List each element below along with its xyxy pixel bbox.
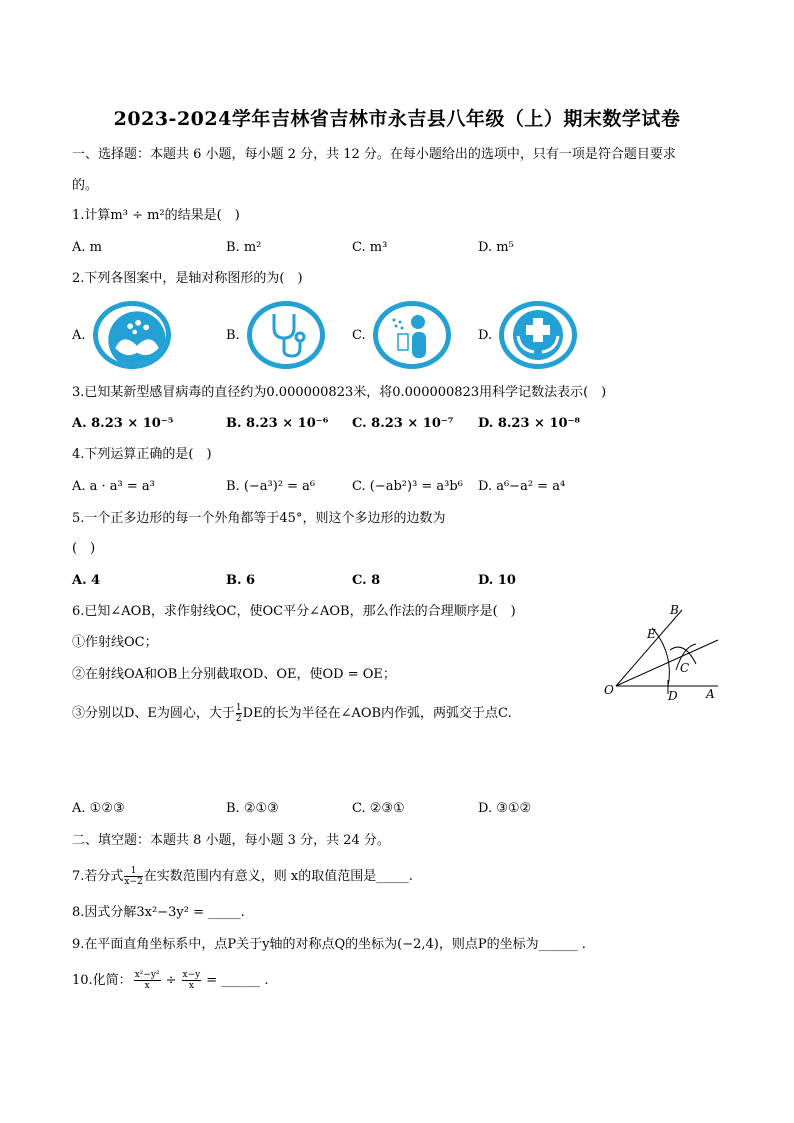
- question-7: [72, 866, 413, 887]
- question-6-option-d: D. ③①②: [478, 801, 532, 816]
- question-6-step-3-pre: ③分别以D、E为圆心，大于: [72, 706, 235, 721]
- label-b: B: [670, 603, 679, 617]
- division-sign: ÷: [165, 973, 177, 988]
- section-heading-choice-cont: 的。: [72, 178, 99, 193]
- question-10: [72, 970, 269, 991]
- question-6-option-a: A. ①②③: [72, 801, 125, 816]
- question-3-option-c: C. 8.23 × 10⁻⁷: [352, 416, 454, 431]
- question-3-option-a: A. 8.23 × 10⁻⁵: [72, 416, 174, 431]
- question-5-stem: 5.一个正多边形的每一个外角都等于45°，则这个多边形的边数为: [72, 511, 446, 526]
- fraction-denominator: x: [188, 981, 194, 991]
- label-a: A: [706, 687, 715, 701]
- question-6-stem: 6.已知∠AOB，求作射线OC，使OC平分∠AOB，那么作法的合理顺序是( ): [72, 604, 516, 619]
- question-5-option-c: C. 8: [352, 573, 381, 588]
- question-5-option-b: B. 6: [226, 573, 256, 588]
- fraction-numerator: 1: [124, 866, 142, 877]
- sneeze-person-icon: [373, 301, 451, 369]
- ray-oc: [616, 640, 718, 686]
- fraction-numerator: x²−y²: [134, 970, 160, 980]
- medical-cross-hands-icon: [499, 301, 577, 369]
- angle-bisector-figure: [600, 600, 740, 703]
- question-2-stem: 2.下列各图案中，是轴对称图形的为( ): [72, 271, 303, 286]
- question-1-option-d: D. m⁵: [478, 240, 514, 255]
- ray-ob: [616, 610, 682, 686]
- question-6-step-3-post: DE的长为半径在∠AOB内作弧，两弧交于点C.: [242, 706, 512, 721]
- label-e: E: [647, 627, 656, 641]
- question-10-post: = ______ .: [206, 973, 269, 988]
- question-2-option-a: A.: [72, 328, 86, 343]
- fraction-q10-first: [134, 970, 161, 991]
- fraction-denominator: x−2: [124, 877, 143, 887]
- label-d: D: [668, 689, 678, 703]
- question-4-option-c: C. (−ab²)³ = a³b⁶: [352, 479, 463, 494]
- question-1-option-c: C. m³: [352, 240, 388, 255]
- question-3-stem: 3.已知某新型感冒病毒的直径约为0.000000823米，将0.000000823用科学记数法表示( ): [72, 385, 607, 400]
- question-6-option-c: C. ②③①: [352, 801, 405, 816]
- question-7-post: 在实数范围内有意义，则 x的取值范围是_____.: [143, 869, 413, 884]
- stethoscope-icon: [247, 301, 325, 369]
- section-heading-choice: 一、选择题：本题共 6 小题，每小题 2 分，共 12 分。在每小题给出的选项中，只有一项是符合题目要求: [72, 147, 676, 162]
- question-4-option-b: B. (−a³)² = a⁶: [226, 479, 316, 494]
- question-6-step-1: ①作射线OC；: [72, 635, 158, 650]
- question-6-option-b: B. ②①③: [226, 801, 279, 816]
- fraction-numerator: x−y: [182, 970, 201, 980]
- question-1-option-a: A. m: [72, 240, 102, 255]
- question-3-option-b: B. 8.23 × 10⁻⁶: [226, 416, 329, 431]
- question-4-option-d: D. a⁶−a² = a⁴: [478, 479, 566, 494]
- fraction-half: [236, 703, 242, 724]
- question-2-option-b: B.: [226, 328, 240, 343]
- question-10-pre: 10.化简：: [72, 973, 132, 988]
- question-1-option-b: B. m²: [226, 240, 262, 255]
- question-5-option-a: A. 4: [72, 573, 101, 588]
- label-o: O: [604, 683, 614, 697]
- question-9: 9.在平面直角坐标系中，点P关于y轴的对称点Q的坐标为(−2,4)，则点P的坐标为______ .: [72, 937, 586, 952]
- question-4-stem: 4.下列运算正确的是( ): [72, 447, 212, 462]
- question-5-option-d: D. 10: [478, 573, 516, 588]
- question-2-option-c: C.: [352, 328, 366, 343]
- question-6-step-3: [72, 703, 512, 724]
- question-5-paren: ( ): [72, 541, 96, 556]
- question-3-option-d: D. 8.23 × 10⁻⁸: [478, 416, 581, 431]
- section-heading-fill: 二、填空题：本题共 8 小题，每小题 3 分，共 24 分。: [72, 833, 390, 848]
- question-6-step-2: ②在射线OA和OB上分别截取OD、OE，使OD = OE；: [72, 667, 396, 682]
- question-1-stem: 1.计算m³ ÷ m²的结果是( ): [72, 208, 240, 223]
- fraction-numerator: 1: [235, 703, 242, 713]
- question-4-option-a: A. a · a³ = a³: [72, 479, 155, 494]
- question-7-pre: 7.若分式: [72, 869, 124, 884]
- fraction-q7: [124, 866, 142, 887]
- fraction-denominator: x: [144, 981, 150, 991]
- question-2-option-d: D.: [478, 328, 493, 343]
- page-title: 2023-2024学年吉林省吉林市永吉县八年级（上）期末数学试卷: [113, 108, 681, 130]
- label-c: C: [680, 661, 690, 675]
- fraction-q10-second: [182, 970, 202, 991]
- question-8: 8.因式分解3x²−3y² = _____.: [72, 905, 245, 920]
- fraction-denominator: 2: [235, 714, 242, 724]
- water-hands-icon: [93, 301, 171, 369]
